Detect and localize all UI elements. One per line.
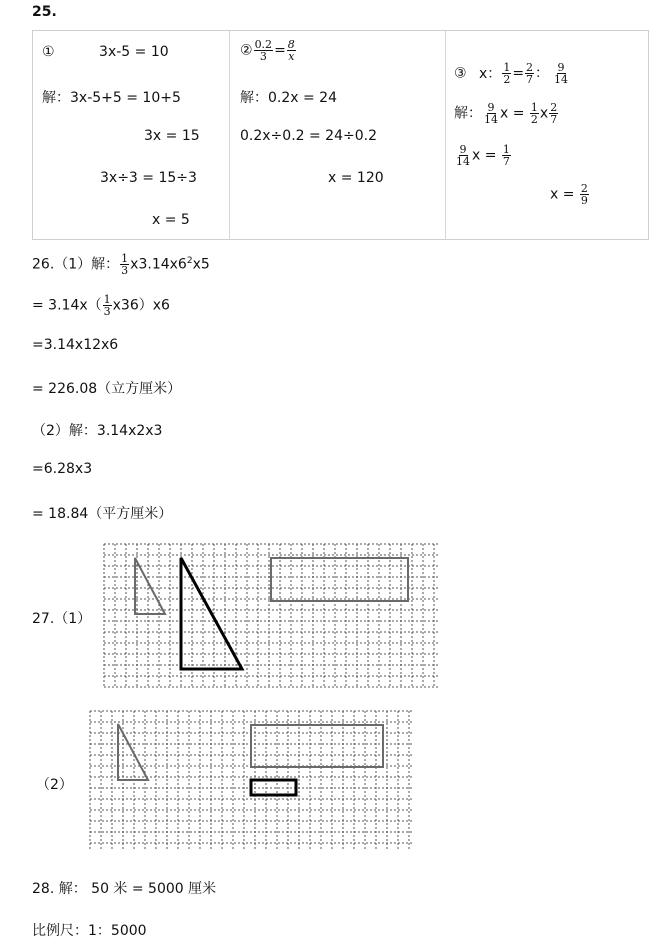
q26-line2: = 3.14x（ $\frac{1}{3}$ x36）x6 xyxy=(32,293,170,318)
col-divider xyxy=(229,31,230,239)
c2-line3: x = 120 xyxy=(328,170,384,186)
q28-line1: 28. 解： 50 米 = 5000 厘米 xyxy=(32,881,217,897)
large-triangle xyxy=(181,558,242,669)
fraction: $\frac{1}{3}$ xyxy=(121,252,129,277)
col-divider xyxy=(445,31,446,239)
large-rectangle xyxy=(251,725,383,767)
fraction: $\frac{2}{7}$ xyxy=(526,61,534,86)
c2-line1: 解：0.2x = 24 xyxy=(240,90,337,106)
small-rectangle xyxy=(251,780,296,795)
fraction: $\frac{9}{14}$ xyxy=(484,101,498,126)
grid-part1 xyxy=(103,543,441,688)
fraction: $\frac{2}{9}$ xyxy=(580,182,588,207)
c2-line2: 0.2x÷0.2 = 24÷0.2 xyxy=(240,128,377,144)
fraction: $\frac{8}{x}$ xyxy=(287,38,295,63)
fraction: $\frac{1}{3}$ xyxy=(103,293,111,318)
rectangle xyxy=(271,558,408,601)
fraction: $\frac{1}{7}$ xyxy=(502,143,510,168)
q26-line4: = 226.08（立方厘米） xyxy=(32,381,182,397)
c2-equation xyxy=(240,39,297,62)
q26-line6: =6.28x3 xyxy=(32,461,93,477)
fraction: $\frac{1}{2}$ xyxy=(530,101,538,126)
c2-mark: ② xyxy=(240,42,253,59)
q26-line1: 26.（1）解： $\frac{1}{3}$ $x3.14x6^2x5$ xyxy=(32,252,210,277)
q25-number: 25. xyxy=(32,4,57,20)
c1-line2: 3x = 15 xyxy=(144,128,200,144)
c3-line1: 解： $\frac{9}{14}$ x = $\frac{1}{2}$ x $\frac{2}{7}$ xyxy=(454,101,558,126)
fraction: $\frac{2}{7}$ xyxy=(550,101,558,126)
c1-line3: 3x÷3 = 15÷3 xyxy=(100,170,197,186)
fraction: $\frac{9}{14}$ xyxy=(456,143,470,168)
q26-line7: = 18.84（平方厘米） xyxy=(32,506,173,522)
c3-mark: ③ xyxy=(454,65,467,82)
q28-line2: 比例尺：1：5000 xyxy=(32,923,147,939)
grid-part2 xyxy=(89,710,415,850)
q27-part1-label: 27.（1） xyxy=(32,611,92,627)
q27-part2-label: （2） xyxy=(36,777,73,793)
fraction: $\frac{9}{14}$ xyxy=(554,61,569,86)
fraction: $\frac{0.2}{3}$ xyxy=(254,38,273,63)
c1-line4: x = 5 xyxy=(152,212,190,228)
q26-line3: =3.14x12x6 xyxy=(32,337,119,353)
q25-table xyxy=(32,30,649,240)
c3-line3: x = $\frac{2}{9}$ xyxy=(550,182,588,207)
fraction: $\frac{1}{2}$ xyxy=(503,61,511,86)
c3-line2: $\frac{9}{14}$ x = $\frac{1}{7}$ xyxy=(456,143,510,168)
q26-line5: （2）解：3.14x2x3 xyxy=(32,423,163,439)
c1-line1: 解：3x-5+5 = 10+5 xyxy=(42,90,181,106)
c1-equation: ① 3x-5 = 10 xyxy=(42,44,169,60)
equals: = xyxy=(274,42,286,59)
c3-equation: ③ x： $\frac{1}{2}$ = $\frac{2}{7}$ ： $\frac{9}{14}$ xyxy=(454,61,569,86)
